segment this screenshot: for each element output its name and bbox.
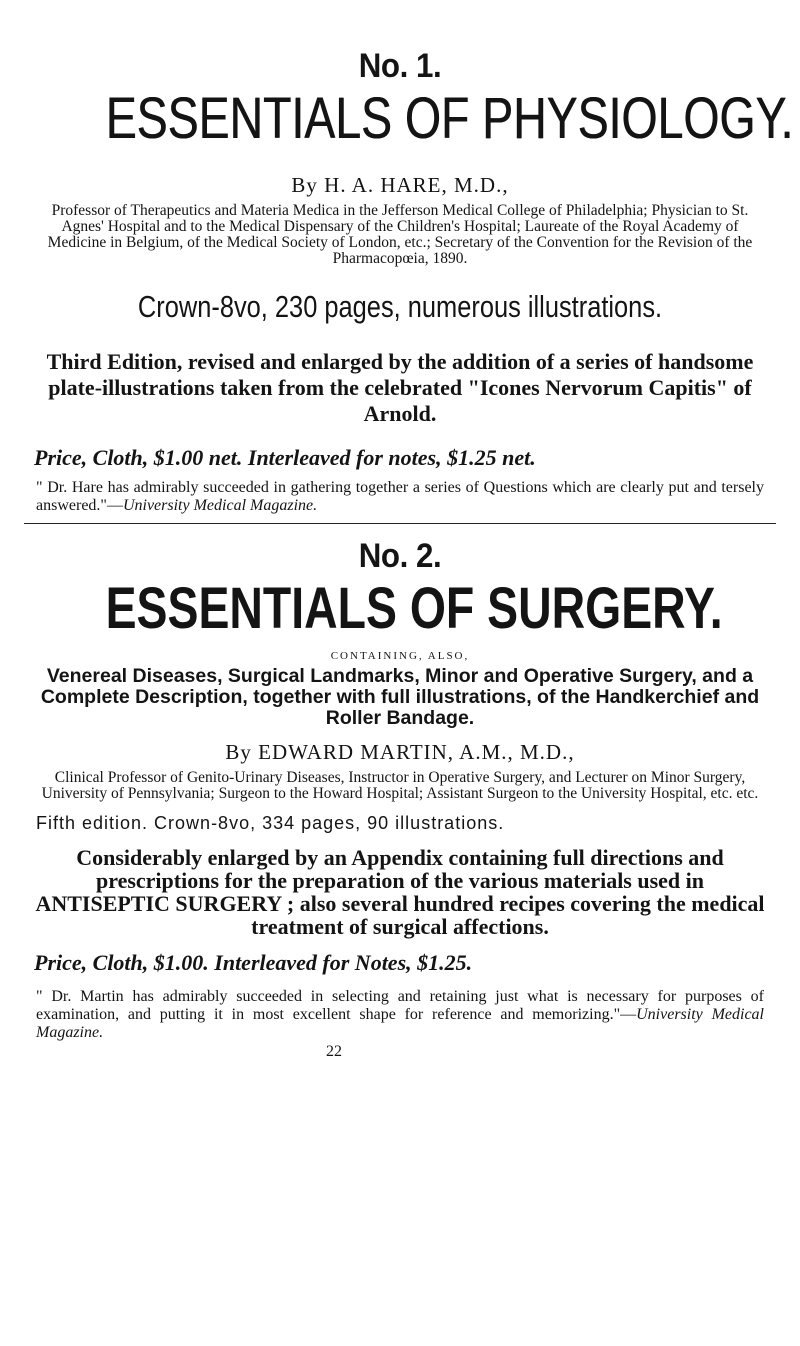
review-text: " Dr. Martin has admirably succeeded in selecting and retaining just what is necessary for purposes of examination, and putting it in most excellent shape for reference and memorizing."— — [36, 988, 764, 1023]
listing-number: No. 1. — [358, 47, 442, 85]
author-credentials: Clinical Professor of Genito-Urinary Diseases, Instructor in Operative Surgery, and Lecturer on Minor Surgery, University of Pennsylvania; Surgeon to the Howard Hospital; Assistant Surgeon to the University Hospital, etc. etc. — [41, 769, 759, 802]
section-divider — [24, 523, 776, 524]
book-subtitle: Venereal Diseases, Surgical Landmarks, Minor and Operative Surgery, and a Complete Description, together with full illustrations, of the Handkerchief and Roller Bandage. — [40, 665, 760, 729]
author-credentials: Professor of Therapeutics and Materia Medica in the Jefferson Medical College of Philadelphia; Physician to St. Agnes' Hospital and to the Medical Dispensary of the Children's Hospital; Laureate of the Royal Academy of Medicine in Belgium, of the Medical Society of London, etc.; Secretary of the Convention for the Revision of the Pharmacopœia, 1890. — [47, 202, 753, 267]
price-line: Price, Cloth, $1.00. Interleaved for Notes, $1.25. — [34, 950, 473, 975]
edition-note: Third Edition, revised and enlarged by the addition of a series of handsome plate-illustrations taken from the celebrated "Icones Nervorum Capitis" of Arnold. — [46, 349, 754, 426]
edition-line: Fifth edition. Crown-8vo, 334 pages, 90 illustrations. — [36, 813, 505, 833]
page-number: 22 — [326, 1043, 342, 1060]
format-line: Crown-8vo, 230 pages, numerous illustrations. — [137, 289, 663, 324]
review-quote — [32, 988, 768, 1042]
containing-label: CONTAINING, ALSO, — [330, 650, 470, 662]
edition-note: Considerably enlarged by an Appendix containing full directions and prescriptions for the preparation of the various materials used in ANTISEPTIC SURGERY ; also several hundred recipes covering the medical treatment of surgical affections. — [35, 845, 765, 939]
review-source: University Medical Magazine. — [36, 1006, 764, 1041]
review-text: " Dr. Hare has admirably succeeded in gathering together a series of Questions which are clearly put and tersely answered."— — [36, 479, 764, 514]
book-title: ESSENTIALS OF SURGERY. — [105, 576, 723, 641]
listing-number: No. 2. — [358, 537, 442, 575]
author-line: By H. A. HARE, M.D., — [291, 173, 509, 197]
surgery-listing — [32, 536, 768, 1060]
price-line: Price, Cloth, $1.00 net. Interleaved for notes, $1.25 net. — [34, 445, 536, 470]
physiology-listing — [32, 46, 794, 515]
review-quote — [32, 479, 768, 515]
author-line: By EDWARD MARTIN, A.M., M.D., — [225, 740, 575, 764]
review-source: University Medical Magazine. — [122, 497, 318, 514]
book-title: ESSENTIALS OF PHYSIOLOGY. — [105, 86, 794, 151]
